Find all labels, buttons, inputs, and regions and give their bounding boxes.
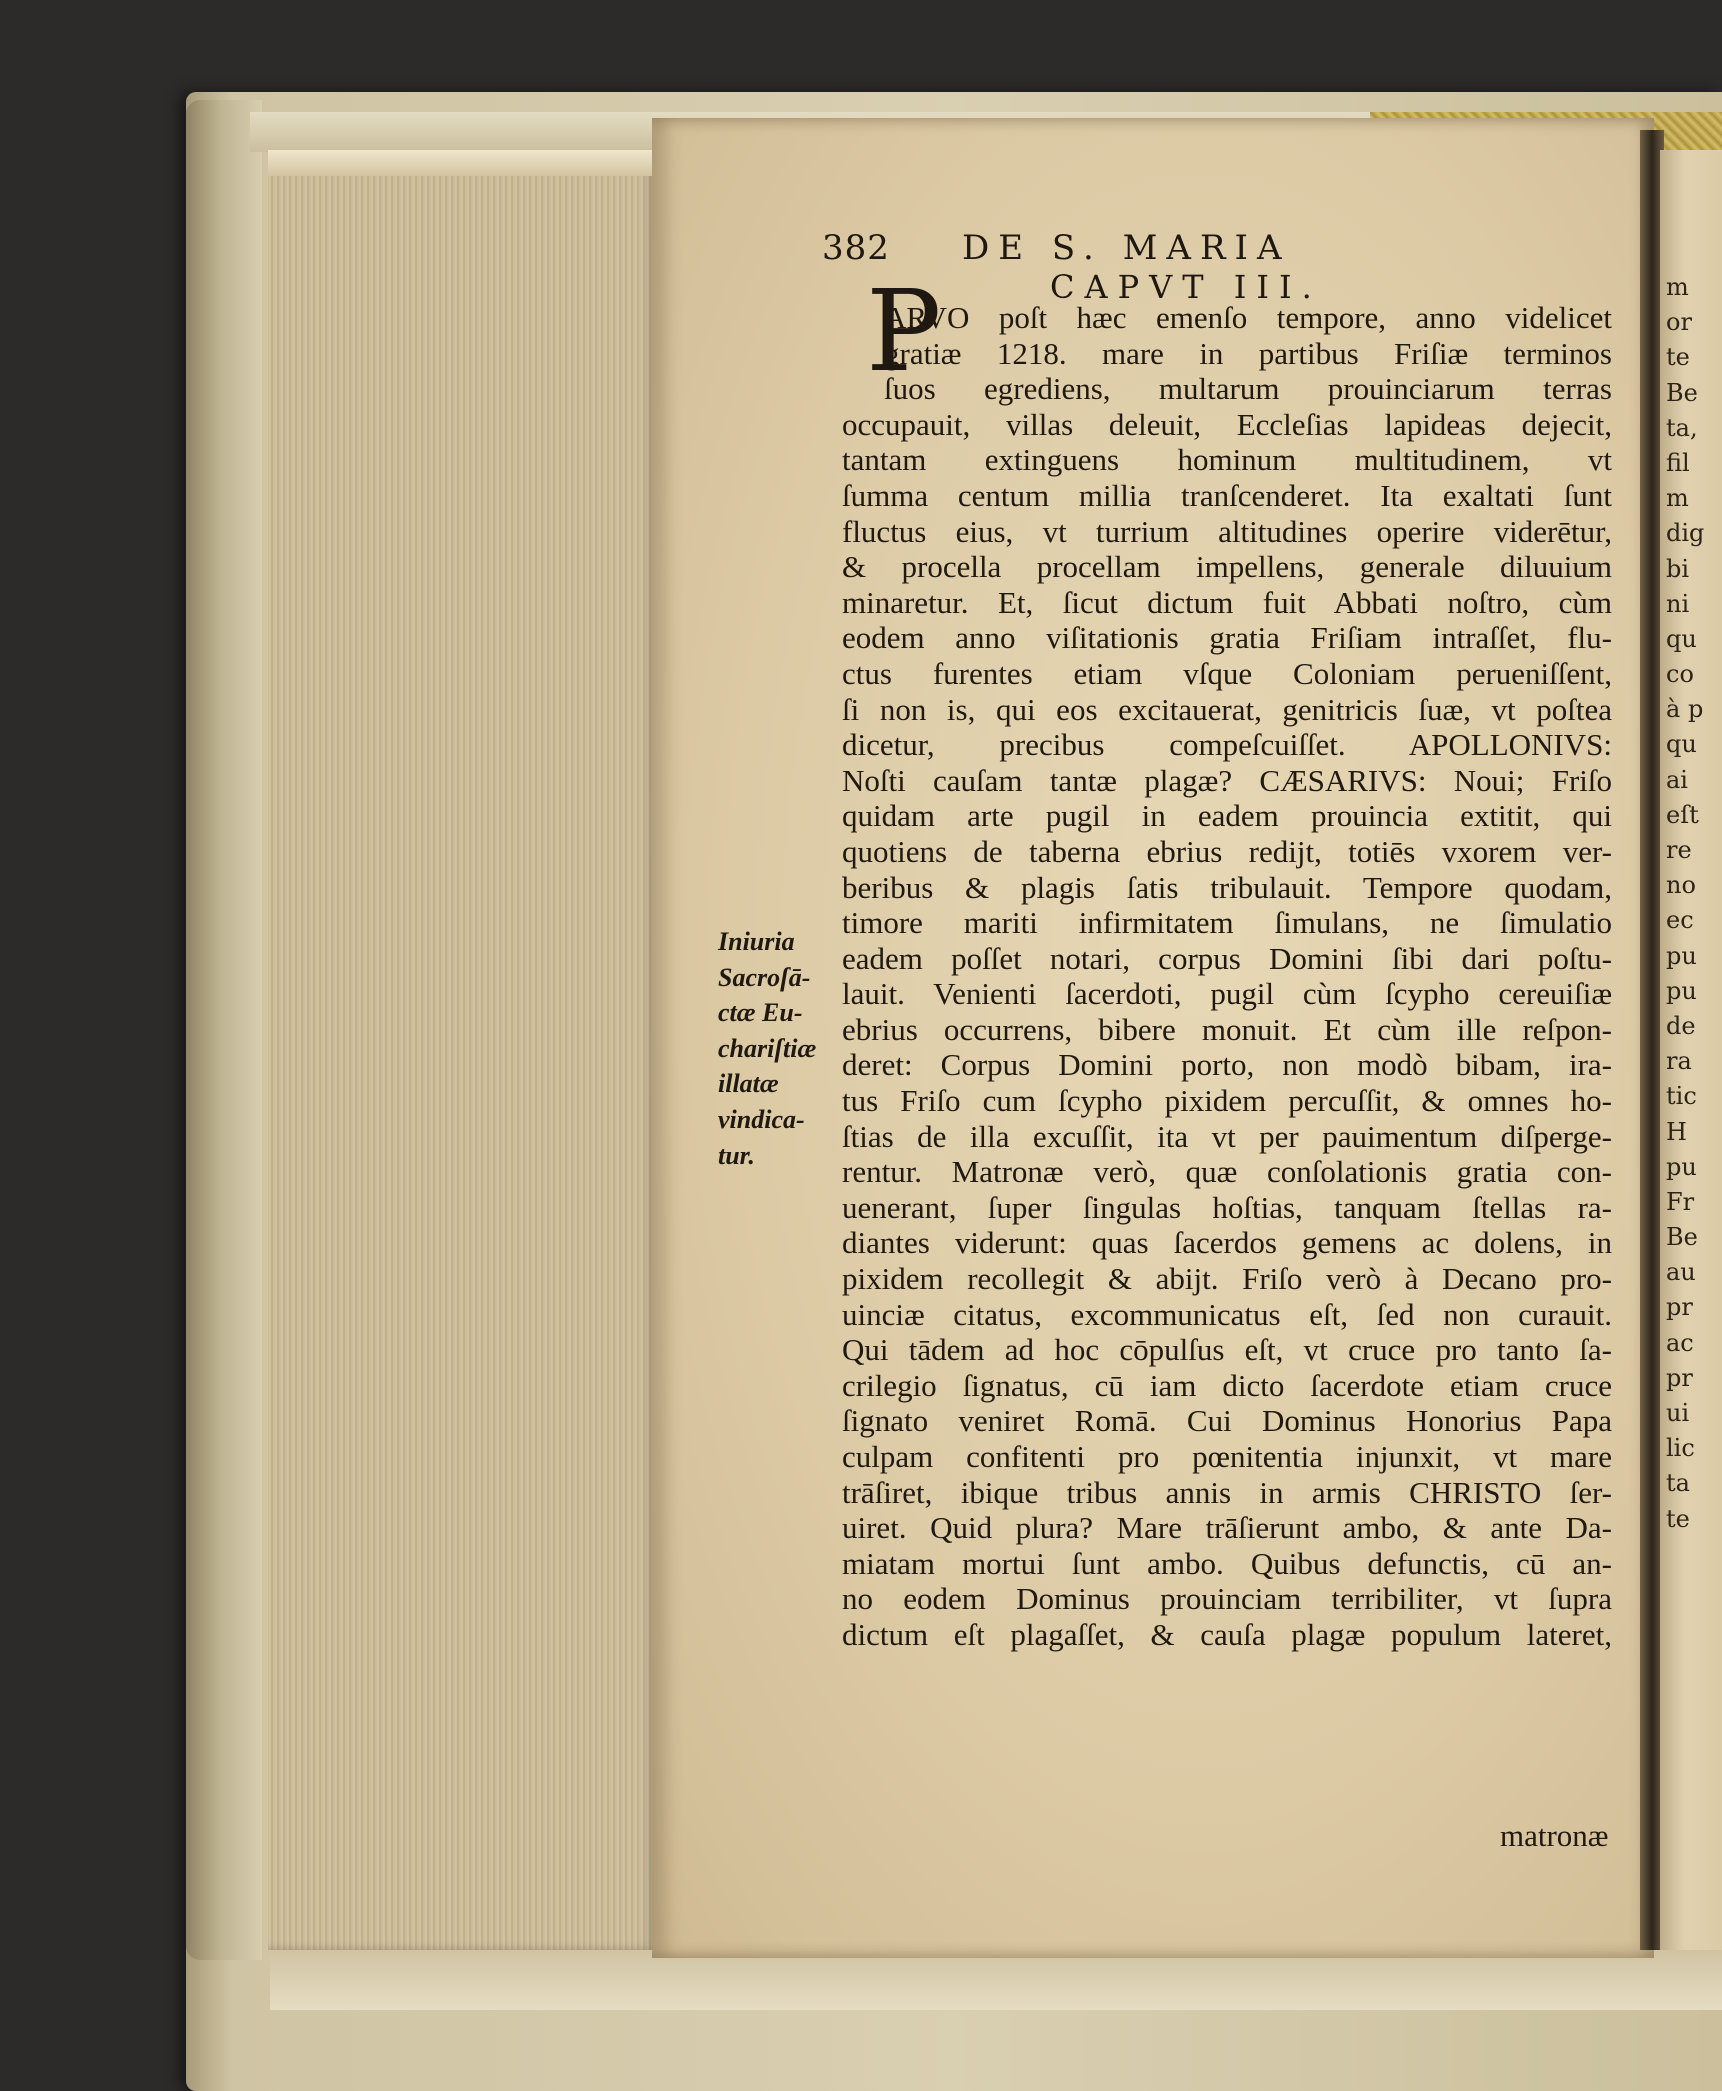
text-line: eadem poſſet notari, corpus Domini ſibi dari poſtu- — [842, 940, 1612, 976]
text-line: beribus & plagis ſatis tribulauit. Tempore quodam, — [842, 869, 1612, 905]
text-line: tantam extinguens hominum multitudinem, vt — [842, 442, 1612, 478]
facing-page-line: fil — [1666, 448, 1690, 477]
text-line: eodem anno viſitationis gratia Friſiam intraſſet, flu- — [842, 620, 1612, 656]
drop-cap: P — [866, 267, 942, 397]
text-line: trāſiret, ibique tribus annis in armis CHRISTO ſer- — [842, 1474, 1612, 1510]
text-line: uinciæ citatus, excommunicatus eſt, ſed non curauit. — [842, 1296, 1612, 1332]
facing-page-line: pu — [1666, 976, 1697, 1005]
text-line: deret: Corpus Domini porto, non modò bibam, ira- — [842, 1047, 1612, 1083]
facing-page-line: bi — [1666, 554, 1690, 583]
text-line: minaretur. Et, ſicut dictum fuit Abbati noſtro, cùm — [842, 584, 1612, 620]
facing-page-line: ui — [1666, 1399, 1690, 1427]
cover-bottom-fold — [270, 1950, 1722, 2010]
facing-page-line: te — [1666, 343, 1690, 372]
text-line: uiret. Quid plura? Mare trāſierunt ambo, & ante Da- — [842, 1510, 1612, 1546]
book-spine — [186, 100, 262, 1960]
text-line: fluctus eius, vt turrium altitudines operire viderētur, — [842, 513, 1612, 549]
text-line: quotiens de taberna ebrius redijt, totiēs vxorem ver- — [842, 833, 1612, 869]
marginal-note-line: chariſtiæ — [718, 1033, 817, 1063]
text-line: no eodem Dominus prouinciam terribiliter, vt ſupra — [842, 1581, 1612, 1617]
facing-page-line: eſt — [1666, 800, 1699, 829]
marginal-note-line: vindica- — [718, 1104, 805, 1134]
facing-page-line: te — [1666, 1504, 1690, 1533]
text-line: quidam arte pugil in eadem prouincia extitit, qui — [842, 798, 1612, 834]
marginal-note-line: tur. — [718, 1140, 755, 1170]
text-line: lauit. Venienti ſacerdoti, pugil cùm ſcypho cereuiſiæ — [842, 976, 1612, 1012]
text-line: occupauit, villas deleuit, Eccleſias lapideas dejecit, — [842, 406, 1612, 442]
facing-page-line: m — [1666, 484, 1689, 513]
facing-page-line: Fr — [1666, 1187, 1695, 1216]
body-text — [842, 300, 1612, 1653]
facing-page-line: au — [1666, 1258, 1696, 1287]
text-line: timore mariti infirmitatem ſimulans, ne ſimulatio — [842, 905, 1612, 941]
text-line: dictum eſt plagaſſet, & cauſa plagæ populum lateret, — [842, 1616, 1612, 1652]
facing-page-line: qu — [1666, 730, 1697, 759]
text-line: & procella procellam impellens, generale diluuium — [842, 549, 1612, 585]
facing-page-line: qu — [1666, 624, 1697, 653]
facing-page-line: co — [1666, 660, 1694, 689]
facing-page-line: m — [1666, 273, 1689, 301]
facing-page-line: ec — [1666, 906, 1694, 935]
facing-page-line: pr — [1666, 1293, 1693, 1322]
text-line: Qui tādem ad hoc cōpulſus eſt, vt cruce pro tanto ſa- — [842, 1332, 1612, 1368]
page-block-top — [268, 150, 658, 176]
marginal-note-line: illatæ — [718, 1069, 779, 1099]
text-line: ſtias de illa excuſſit, ita vt per pauimentum diſperge- — [842, 1118, 1612, 1154]
text-line: pixidem recollegit & abijt. Friſo verò à Decano pro- — [842, 1261, 1612, 1297]
text-line: gratiæ 1218. mare in partibus Friſiæ terminos — [884, 335, 1612, 371]
text-line: ſumma centum millia tranſcenderet. Ita exaltati ſunt — [842, 477, 1612, 513]
chapter-heading: CAPVT III. — [1050, 268, 1322, 306]
facing-page-line: pr — [1666, 1363, 1693, 1392]
facing-page-line: Be — [1666, 1223, 1698, 1252]
facing-page-line: ta, — [1666, 413, 1698, 442]
facing-page-line: dig — [1666, 519, 1705, 548]
facing-page-line: de — [1666, 1011, 1696, 1040]
text-line: tus Friſo cum ſcypho pixidem percuſſit, & omnes ho- — [842, 1083, 1612, 1119]
facing-page-line: H — [1666, 1117, 1687, 1146]
facing-page-line: re — [1666, 836, 1692, 864]
facing-page-line: à p — [1666, 695, 1704, 724]
page-header — [822, 228, 1662, 272]
text-line: miatam mortui ſunt ambo. Quibus defunctis, cū an- — [842, 1545, 1612, 1581]
text-line: rentur. Matronæ verò, quæ conſolationis gratia con- — [842, 1154, 1612, 1190]
facing-page-line: or — [1666, 308, 1692, 337]
text-line: culpam confitenti pro pœnitentia injunxit, vt mare — [842, 1439, 1612, 1474]
text-line: diantes viderunt: quas ſacerdos gemens ac dolens, in — [842, 1225, 1612, 1261]
facing-page — [1660, 150, 1722, 1950]
text-line: ſuos egrediens, multarum prouinciarum terras — [884, 371, 1612, 407]
facing-page-line: ni — [1666, 589, 1690, 618]
text-line: uenerant, ſuper ſingulas hoſtias, tanquam ſtellas ra- — [842, 1189, 1612, 1225]
text-line: ebrius occurrens, bibere monuit. Et cùm ille reſpon- — [842, 1011, 1612, 1047]
text-line: ARVO poſt hæc emenſo tempore, anno videlicet — [884, 300, 1612, 335]
page-block-edges — [268, 150, 658, 1950]
facing-page-line: ai — [1666, 765, 1688, 794]
marginal-note-line: ctæ Eu- — [718, 998, 803, 1028]
facing-page-line: tic — [1666, 1082, 1697, 1111]
facing-page-line: pu — [1666, 1152, 1697, 1181]
facing-page-line: lic — [1666, 1434, 1695, 1463]
facing-page-line: Be — [1666, 378, 1698, 407]
facing-page-text — [1666, 270, 1722, 1537]
page-number: 382 — [822, 228, 890, 268]
text-line: Noſti cauſam tantæ plagæ? CÆSARIVS: Noui; Friſo — [842, 762, 1612, 798]
facing-page-line: pu — [1666, 941, 1697, 970]
text-line: crilegio ſignatus, cū iam dicto ſacerdote etiam cruce — [842, 1367, 1612, 1403]
facing-page-line: ta — [1666, 1469, 1690, 1498]
text-line: ctus furentes etiam vſque Coloniam perueniſſent, — [842, 655, 1612, 691]
marginal-note-line: Sacroſā- — [718, 962, 811, 992]
marginal-note-line: Iniuria — [718, 927, 795, 956]
text-line: dicetur, precibus compeſcuiſſet. APOLLONIVS: — [842, 727, 1612, 763]
facing-page-line: ra — [1666, 1047, 1692, 1076]
facing-page-line: no — [1666, 871, 1696, 900]
catchword: matronæ — [1500, 1818, 1609, 1853]
text-line: ſignato veniret Romā. Cui Dominus Honorius Papa — [842, 1403, 1612, 1439]
text-line: ſi non is, qui eos excitauerat, genitricis ſuæ, vt poſtea — [842, 691, 1612, 727]
running-head: DE S. MARIA — [962, 228, 1291, 268]
facing-page-line: ac — [1666, 1328, 1694, 1357]
marginal-note — [718, 924, 848, 1173]
